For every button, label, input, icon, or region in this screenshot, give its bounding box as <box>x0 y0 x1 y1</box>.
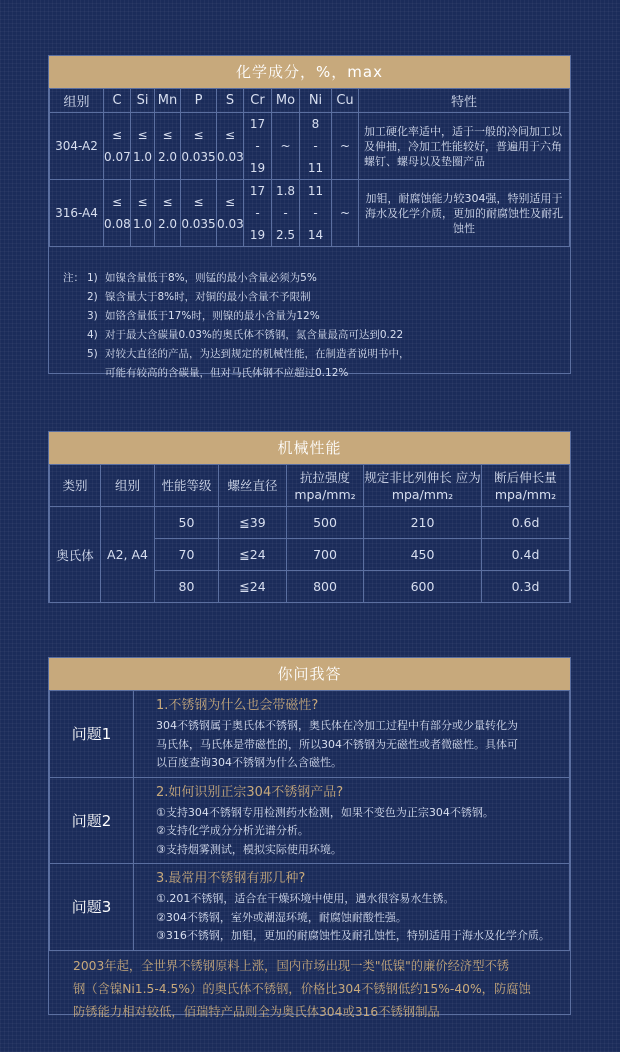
chemical-composition-title: 化学成分，%，max <box>49 56 570 88</box>
header-elongation: 断后伸长量 mpa/mm₂ <box>482 465 570 507</box>
header-tensile: 抗拉强度 mpa/mm₂ <box>287 465 364 507</box>
faq-question-label: 问题2 <box>50 777 134 864</box>
note-item: 2) 镍含量大于8%时，对铜的最小含量不予限制 <box>87 291 311 303</box>
group-cell: A2, A4 <box>101 507 155 603</box>
mn-cell: ≤ 2.0 <box>155 180 181 247</box>
note-continuation: 可能有较高的含碳量，但对马氏体钢不应超过0.12% <box>105 367 349 379</box>
faq-item <box>50 777 570 864</box>
header-yield: 规定非比列伸长 应为mpa/mm₂ <box>364 465 482 507</box>
yield-cell: 450 <box>364 539 482 571</box>
s-cell: ≤ 0.03 <box>217 113 244 180</box>
faq-answer-line: 304不锈钢属于奥氏体不锈钢，奥氏体在冷加工过程中有部分或少量转化为 <box>156 719 518 732</box>
chem-header-row <box>50 89 570 113</box>
mn-cell: ≤ 2.0 <box>155 113 181 180</box>
faq-question: 1.不锈钢为什么也会带磁性? <box>156 698 319 713</box>
faq-answer-line: 以百度查询304不锈钢为什么含磁性。 <box>156 756 342 769</box>
faq-answer-line: ②支持化学成分分析光谱分析。 <box>156 824 309 837</box>
cu-cell: ~ <box>332 113 359 180</box>
chemical-composition-table <box>49 88 570 247</box>
mechanical-properties-panel <box>48 431 571 603</box>
si-cell: ≤ 1.0 <box>131 180 155 247</box>
note-item: 5) 对较大直径的产品，为达到规定的机械性能，在制造者说明书中， <box>87 348 410 360</box>
faq-question-label: 问题3 <box>50 864 134 951</box>
tensile-cell: 500 <box>287 507 364 539</box>
mechanical-properties-table <box>49 464 570 603</box>
si-cell: ≤ 1.0 <box>131 113 155 180</box>
faq-table <box>49 690 570 951</box>
property-cell: 加工硬化率适中，适于一般的冷间加工以及伸抽，冷加工性能较好，普遍用于六角螺钉、螺母以及垫圈产品 <box>359 113 570 180</box>
diameter-cell: ≦24 <box>219 539 287 571</box>
faq-answer-cell <box>134 691 570 778</box>
faq-item <box>50 864 570 951</box>
tensile-cell: 700 <box>287 539 364 571</box>
header-si: Si <box>131 89 155 113</box>
header-grade: 性能等级 <box>155 465 219 507</box>
faq-answer-line: ③支持烟雾测试，模拟实际使用环境。 <box>156 842 342 856</box>
footer-line: 钢（含镍Ni1.5-4.5%）的奥氏体不锈钢，价格比304不锈钢低约15%-40%，防腐蚀 <box>73 981 531 996</box>
note-item: 4) 对于最大含碳量0.03%的奥氏体不锈钢，氮含量最高可达到0.22 <box>87 329 404 341</box>
faq-answer-line: ②304不锈钢，室外或潮湿环境，耐腐蚀耐酸性强。 <box>156 910 407 924</box>
elongation-cell: 0.6d <box>482 507 570 539</box>
header-grade: 组别 <box>50 89 104 113</box>
chem-notes <box>49 247 570 383</box>
category-cell: 奥氏体 <box>50 507 101 603</box>
p-cell: ≤ 0.035 <box>181 113 217 180</box>
c-cell: ≤ 0.08 <box>104 180 131 247</box>
note-item: 3) 如铬含量低于17%时，则镍的最小含量为12% <box>87 310 320 322</box>
footer-line: 防锈能力相对较低，佰瑞特产品则全为奥氏体304或316不锈钢制品 <box>73 1004 440 1019</box>
header-cu: Cu <box>332 89 359 113</box>
header-category: 类别 <box>50 465 101 507</box>
grade-cell: 316-A4 <box>50 180 104 247</box>
c-cell: ≤ 0.07 <box>104 113 131 180</box>
header-ni: Ni <box>300 89 332 113</box>
faq-panel <box>48 657 571 1019</box>
cr-cell: 17 - 19 <box>244 113 272 180</box>
note-item: 注： 1) 如镍含量低于8%，则锰的最小含量必须为5% <box>63 272 317 284</box>
footer-line: 2003年起，全世界不锈钢原料上涨，国内市场出现一类"低镍"的廉价经济型不锈 <box>73 958 510 973</box>
faq-question: 3.最常用不锈钢有那几种? <box>156 871 306 886</box>
header-diameter: 螺丝直径 <box>219 465 287 507</box>
faq-answer-line: ③316不锈钢，加钼，更加的耐腐蚀性及耐孔蚀性，特别适用于海水及化学介质。 <box>156 929 550 942</box>
faq-answer-cell <box>134 777 570 864</box>
elongation-cell: 0.3d <box>482 571 570 603</box>
faq-answer-line: ①.201不锈钢，适合在干燥环境中使用，遇水很容易水生锈。 <box>156 892 455 905</box>
header-c: C <box>104 89 131 113</box>
faq-question: 2.如何识别正宗304不锈钢产品? <box>156 784 344 800</box>
header-s: S <box>217 89 244 113</box>
ni-cell: 11 - 14 <box>300 180 332 247</box>
faq-answer-cell <box>134 864 570 951</box>
s-cell: ≤ 0.03 <box>217 180 244 247</box>
faq-answer-line: 马氏体，马氏体是带磁性的，所以304不锈钢为无磁性或者微磁性。具体可 <box>156 737 518 751</box>
header-p: P <box>181 89 217 113</box>
mo-cell: ~ <box>272 113 300 180</box>
header-group: 组别 <box>101 465 155 507</box>
header-cr: Cr <box>244 89 272 113</box>
yield-cell: 210 <box>364 507 482 539</box>
cr-cell: 17 - 19 <box>244 180 272 247</box>
tensile-cell: 800 <box>287 571 364 603</box>
p-cell: ≤ 0.035 <box>181 180 217 247</box>
faq-question-label: 问题1 <box>50 691 134 778</box>
mechanical-properties-title: 机械性能 <box>49 432 570 464</box>
grade-cell: 50 <box>155 507 219 539</box>
faq-answer-line: ①支持304不锈钢专用检测药水检测，如果不变色为正宗304不锈钢。 <box>156 805 494 819</box>
chemical-composition-panel <box>48 55 571 379</box>
cu-cell: ~ <box>332 180 359 247</box>
diameter-cell: ≦24 <box>219 571 287 603</box>
mech-row <box>50 507 570 539</box>
grade-cell: 70 <box>155 539 219 571</box>
header-mn: Mn <box>155 89 181 113</box>
mo-cell: 1.8 - 2.5 <box>272 180 300 247</box>
yield-cell: 600 <box>364 571 482 603</box>
chem-row-316 <box>50 180 570 247</box>
chem-row-304 <box>50 113 570 180</box>
diameter-cell: ≦39 <box>219 507 287 539</box>
faq-title: 你问我答 <box>49 658 570 690</box>
property-cell: 加钼，耐腐蚀能力较304强，特别适用于海水及化学介质，更加的耐腐蚀性及耐孔蚀性 <box>359 180 570 247</box>
grade-cell: 304-A2 <box>50 113 104 180</box>
header-mo: Mo <box>272 89 300 113</box>
header-property: 特性 <box>359 89 570 113</box>
elongation-cell: 0.4d <box>482 539 570 571</box>
faq-footer-note <box>49 951 570 1024</box>
mech-header-row <box>50 465 570 507</box>
faq-item <box>50 691 570 778</box>
grade-cell: 80 <box>155 571 219 603</box>
ni-cell: 8 - 11 <box>300 113 332 180</box>
